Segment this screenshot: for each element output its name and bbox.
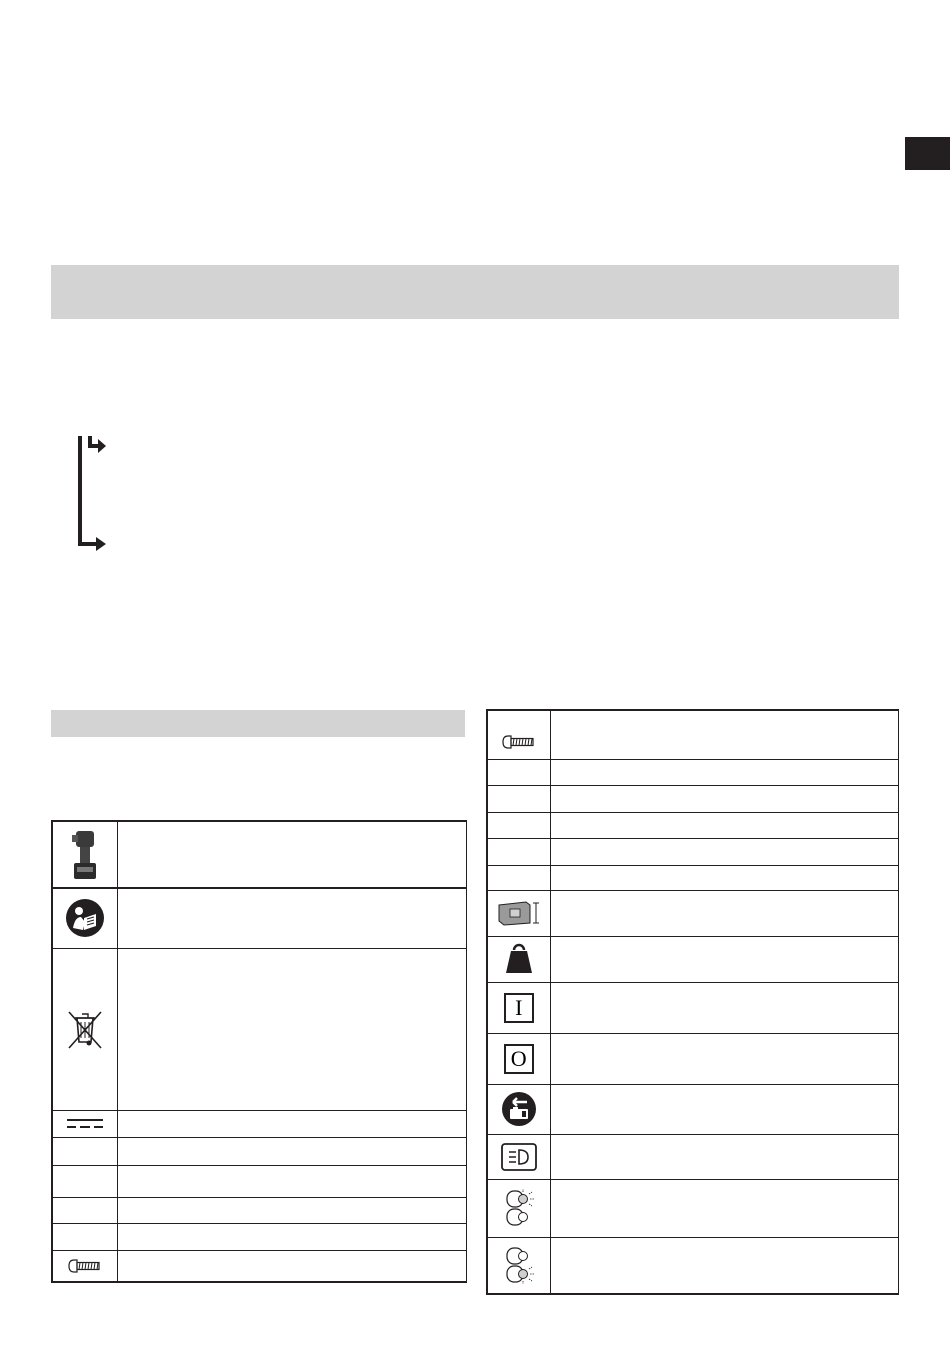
icon-cell <box>52 821 117 888</box>
table-row <box>487 865 898 890</box>
symbol-cell <box>52 1223 117 1250</box>
description-cell <box>550 785 898 812</box>
table-row <box>487 1237 898 1294</box>
table-row <box>52 1250 466 1282</box>
table-row <box>487 812 898 838</box>
description-cell <box>117 1165 466 1197</box>
description-cell <box>550 865 898 890</box>
table-row <box>52 1223 466 1250</box>
description-cell <box>117 948 466 1110</box>
step-arrows-icon <box>76 432 116 552</box>
icon-cell <box>487 1033 550 1084</box>
table-row <box>487 1134 898 1179</box>
icon-cell <box>52 948 117 1110</box>
icon-cell <box>52 1110 117 1137</box>
table-row <box>487 982 898 1033</box>
table-row <box>52 1137 466 1165</box>
read-manual-icon <box>65 898 105 938</box>
table-row <box>487 936 898 982</box>
table-row <box>52 1110 466 1137</box>
table-row <box>52 1197 466 1223</box>
symbol-cell <box>52 1165 117 1197</box>
language-tab <box>905 137 950 170</box>
symbol-cell <box>487 838 550 865</box>
switch-on-icon: I <box>504 993 534 1023</box>
table-row <box>487 785 898 812</box>
icon-cell <box>487 1179 550 1237</box>
table-row <box>52 888 466 948</box>
icon-cell <box>52 888 117 948</box>
screw-icon <box>502 734 536 750</box>
icon-cell <box>487 1084 550 1134</box>
table-row <box>52 948 466 1110</box>
battery-release-icon <box>501 1091 537 1127</box>
icon-cell <box>52 1250 117 1282</box>
indicator-lamp-upper-icon <box>503 1188 535 1228</box>
switch-off-icon: O <box>504 1044 534 1074</box>
description-cell <box>550 1179 898 1237</box>
description-cell <box>117 888 466 948</box>
symbol-cell <box>487 865 550 890</box>
description-cell <box>550 838 898 865</box>
description-cell <box>117 821 466 888</box>
table-row <box>487 838 898 865</box>
description-cell <box>550 710 898 759</box>
screw-icon <box>68 1258 102 1274</box>
description-cell <box>117 1110 466 1137</box>
crossed-bin-icon <box>65 1008 105 1050</box>
table-row <box>487 1033 898 1084</box>
symbol-cell <box>52 1137 117 1165</box>
table-row <box>52 1165 466 1197</box>
description-cell <box>550 890 898 936</box>
description-cell <box>117 1250 466 1282</box>
symbols-table-right <box>486 709 899 1295</box>
work-light-icon <box>501 1143 537 1171</box>
description-cell <box>550 759 898 785</box>
direct-current-icon <box>66 1117 104 1131</box>
description-cell <box>117 1197 466 1223</box>
description-cell <box>550 1084 898 1134</box>
table-row <box>487 890 898 936</box>
symbol-cell <box>487 759 550 785</box>
symbol-cell <box>487 812 550 838</box>
table-row <box>487 1179 898 1237</box>
weight-icon <box>505 943 533 975</box>
description-cell <box>117 1137 466 1165</box>
symbol-cell <box>487 785 550 812</box>
icon-cell <box>487 982 550 1033</box>
icon-cell <box>487 710 550 759</box>
icon-cell <box>487 1134 550 1179</box>
icon-cell <box>487 936 550 982</box>
description-cell <box>550 812 898 838</box>
symbols-table-left <box>51 820 467 1283</box>
description-cell <box>550 982 898 1033</box>
icon-cell <box>487 1237 550 1294</box>
section-heading-band <box>51 265 899 319</box>
impact-driver-with-battery-icon <box>70 829 100 881</box>
table-row <box>487 1084 898 1134</box>
description-cell <box>117 1223 466 1250</box>
indicator-lamp-lower-icon <box>503 1245 535 1285</box>
table-row <box>487 759 898 785</box>
description-cell <box>550 1033 898 1084</box>
socket-size-icon <box>496 899 542 927</box>
symbols-heading-band <box>51 710 465 737</box>
icon-cell <box>487 890 550 936</box>
description-cell <box>550 936 898 982</box>
description-cell <box>550 1134 898 1179</box>
description-cell <box>550 1237 898 1294</box>
table-row <box>487 710 898 759</box>
table-row <box>52 821 466 888</box>
symbol-cell <box>52 1197 117 1223</box>
